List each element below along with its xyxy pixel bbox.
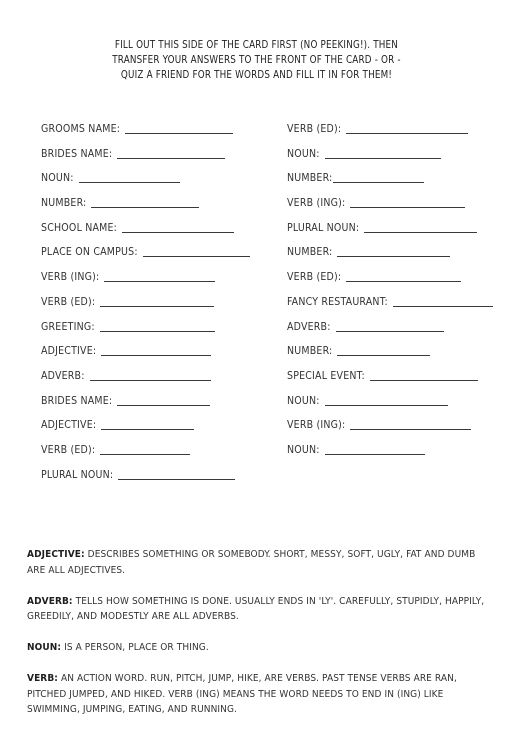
field-label: PLACE ON CAMPUS:	[41, 246, 138, 259]
answer-blank[interactable]	[337, 343, 430, 356]
field-row	[41, 319, 250, 344]
field-row	[287, 442, 493, 467]
answer-blank[interactable]	[370, 368, 478, 381]
field-row	[41, 467, 250, 492]
field-row	[41, 220, 250, 245]
definition-term: ADVERB:	[27, 595, 73, 607]
field-label: SPECIAL EVENT:	[287, 369, 365, 382]
field-row	[287, 343, 493, 368]
answer-blank[interactable]	[325, 442, 425, 455]
right-field-column	[287, 121, 493, 467]
field-row	[41, 417, 250, 442]
field-label: SCHOOL NAME:	[41, 221, 118, 234]
field-label: NUMBER:	[287, 172, 333, 185]
field-row	[41, 244, 250, 269]
field-label: NOUN:	[287, 394, 320, 407]
answer-blank[interactable]	[346, 269, 461, 282]
field-label: NUMBER:	[287, 345, 333, 358]
answer-blank[interactable]	[91, 195, 199, 208]
answer-blank[interactable]	[117, 393, 210, 406]
field-row	[41, 393, 250, 418]
answer-blank[interactable]	[117, 146, 225, 159]
answer-blank[interactable]	[333, 170, 424, 183]
field-label: VERB (ED):	[41, 443, 96, 456]
answer-blank[interactable]	[350, 195, 465, 208]
answer-blank[interactable]	[346, 121, 468, 134]
instruction-line: QUIZ A FRIEND FOR THE WORDS AND FILL IT IN FOR THEM!	[120, 69, 393, 81]
answer-blank[interactable]	[393, 294, 493, 307]
field-label: PLURAL NOUN:	[287, 221, 360, 234]
field-label: VERB (ING):	[41, 271, 100, 284]
field-row	[41, 442, 250, 467]
field-label: BRIDES NAME:	[41, 147, 113, 160]
field-label: NUMBER:	[41, 197, 87, 210]
field-row	[287, 368, 493, 393]
field-row	[41, 269, 250, 294]
definition-noun	[27, 640, 489, 656]
field-label: NOUN:	[41, 172, 74, 185]
definition-text: IS A PERSON, PLACE OR THING.	[61, 642, 209, 654]
field-label: VERB (ED):	[287, 271, 342, 284]
field-row	[287, 319, 493, 344]
instruction-line: TRANSFER YOUR ANSWERS TO THE FRONT OF THE CARD - OR -	[112, 54, 401, 66]
field-row	[41, 294, 250, 319]
field-label: NOUN:	[287, 443, 320, 456]
answer-blank[interactable]	[101, 417, 194, 430]
field-row	[41, 121, 250, 146]
field-row	[287, 121, 493, 146]
answer-blank[interactable]	[100, 294, 214, 307]
answer-blank[interactable]	[122, 220, 234, 233]
answer-blank[interactable]	[143, 244, 250, 257]
instructions	[18, 38, 495, 83]
field-label: BRIDES NAME:	[41, 394, 113, 407]
answer-blank[interactable]	[118, 467, 235, 480]
answer-blank[interactable]	[104, 269, 215, 282]
definition-adjective	[27, 547, 489, 578]
field-row	[287, 220, 493, 245]
definition-verb	[27, 671, 489, 718]
definition-text: AN ACTION WORD. RUN, PITCH, JUMP, HIKE, ARE VERBS. PAST TENSE VERBS ARE RAN, PITCHED JUMPED, AND HIKED. VERB (ING) MEANS THE WORD NEEDS TO END IN (ING) LIKE SWIMMING, JUMPING, EATING, AND RUNNING.	[27, 673, 457, 716]
definition-term: ADJECTIVE:	[27, 549, 85, 560]
field-label: GREETING:	[41, 320, 95, 333]
field-label: VERB (ING):	[287, 197, 346, 210]
answer-blank[interactable]	[79, 170, 180, 183]
field-row	[287, 170, 493, 195]
field-row	[287, 417, 493, 442]
answer-blank[interactable]	[350, 417, 471, 430]
field-label: ADJECTIVE:	[41, 345, 97, 358]
answer-blank[interactable]	[100, 442, 190, 455]
field-row	[287, 269, 493, 294]
field-label: ADJECTIVE:	[41, 419, 97, 432]
field-label: GROOMS NAME:	[41, 123, 121, 135]
instruction-line: FILL OUT THIS SIDE OF THE CARD FIRST (NO PEEKING!). THEN	[114, 39, 399, 51]
field-label: VERB (ING):	[287, 419, 346, 432]
answer-blank[interactable]	[337, 244, 450, 257]
answer-blank[interactable]	[90, 368, 211, 381]
definitions	[27, 547, 489, 733]
field-row	[41, 170, 250, 195]
definition-adverb	[27, 594, 489, 625]
field-row	[41, 343, 250, 368]
field-label: NOUN:	[287, 147, 320, 160]
field-row	[287, 294, 493, 319]
answer-blank[interactable]	[100, 319, 215, 332]
field-row	[287, 195, 493, 220]
field-label: NUMBER:	[287, 246, 333, 259]
field-label: FANCY RESTAURANT:	[287, 295, 388, 308]
field-label: VERB (ED):	[41, 295, 96, 308]
field-row	[41, 195, 250, 220]
answer-blank[interactable]	[336, 319, 444, 332]
field-label: VERB (ED):	[287, 123, 342, 135]
field-row	[287, 146, 493, 171]
answer-blank[interactable]	[325, 146, 441, 159]
answer-blank[interactable]	[101, 343, 211, 356]
definition-text: TELLS HOW SOMETHING IS DONE. USUALLY ENDS IN 'LY'. CAREFULLY, STUPIDLY, HAPPILY, GREEDILY, AND MODESTLY ARE ALL ADVERBS.	[27, 595, 485, 623]
field-label: ADVERB:	[41, 369, 85, 382]
field-label: ADVERB:	[287, 320, 331, 333]
field-row	[287, 393, 493, 418]
answer-blank[interactable]	[125, 121, 233, 134]
definition-text: DESCRIBES SOMETHING OR SOMEBODY. SHORT, MESSY, SOFT, UGLY, FAT AND DUMB ARE ALL ADJECTIVES.	[27, 549, 476, 576]
left-field-column	[41, 121, 250, 491]
answer-blank[interactable]	[325, 393, 448, 406]
field-label: PLURAL NOUN:	[41, 468, 114, 481]
field-row	[287, 244, 493, 269]
definition-term: VERB:	[27, 673, 58, 685]
field-row	[41, 146, 250, 171]
field-row	[41, 368, 250, 393]
answer-blank[interactable]	[364, 220, 477, 233]
definition-term: NOUN:	[27, 642, 62, 654]
